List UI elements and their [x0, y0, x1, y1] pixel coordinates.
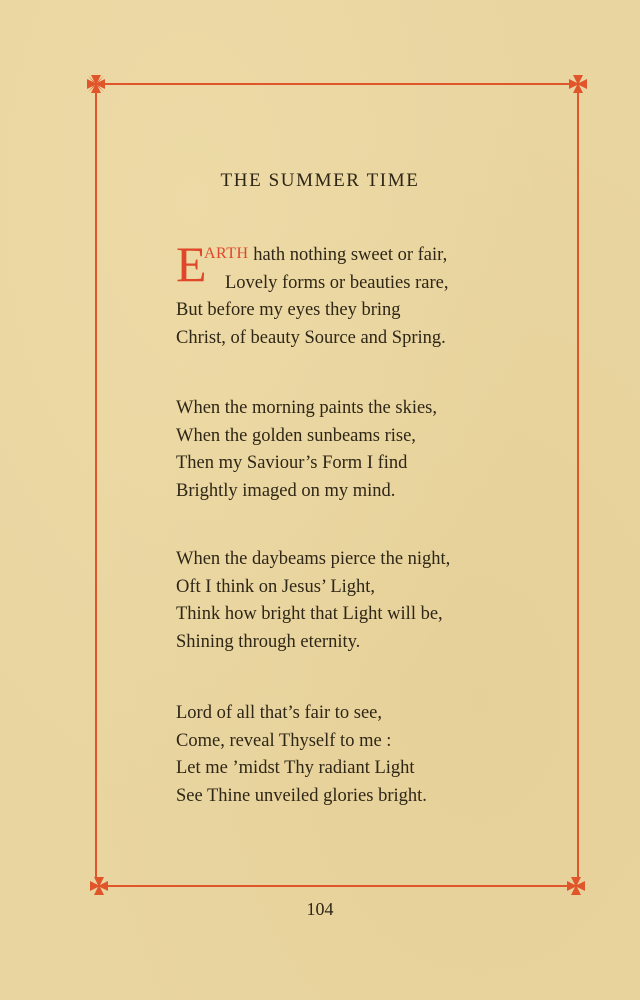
page-number: 104 [306, 899, 334, 919]
poem-line: Oft I think on Jesus’ Light, [176, 576, 376, 597]
poem-line: Come, reveal Thyself to me : [176, 730, 392, 751]
stanza [176, 236, 536, 352]
poem-title: THE SUMMER TIME [220, 170, 420, 191]
poem-line: Then my Saviour’s Form I find [176, 453, 408, 473]
poem-line: Shining through eternity. [176, 631, 361, 652]
drop-cap-continuation: ARTH [204, 245, 249, 262]
stanza [176, 395, 536, 505]
border-right-rule [577, 93, 579, 877]
poem-line: But before my eyes they bring [176, 300, 401, 320]
cross-patee-icon [568, 74, 588, 94]
border-left-rule [95, 93, 97, 877]
poem-line: Brightly imaged on my mind. [176, 480, 396, 501]
stanza [176, 546, 536, 656]
poem-line: Think how bright that Light will be, [176, 604, 443, 624]
poem-line: When the morning paints the skies, [176, 398, 438, 418]
poem-line: See Thine unveiled glories bright. [176, 785, 427, 806]
poem-line-text: hath nothing sweet or fair, [253, 245, 448, 265]
border-bottom-rule [107, 885, 568, 887]
stanza [176, 700, 536, 810]
cross-patee-icon [566, 876, 586, 896]
poem-line: Lovely forms or beauties rare, [225, 272, 449, 293]
poem-line: Let me ’midst Thy radiant Light [176, 758, 415, 778]
cross-patee-icon [86, 74, 106, 94]
border-top-rule [104, 83, 570, 85]
poem-line: When the daybeams pierce the night, [176, 549, 451, 569]
drop-cap: E [176, 236, 207, 292]
poem-line: Christ, of beauty Source and Spring. [176, 327, 446, 348]
poem-line: When the golden sunbeams rise, [176, 425, 416, 446]
poem-line: Lord of all that’s fair to see, [176, 703, 383, 723]
cross-patee-icon [89, 876, 109, 896]
